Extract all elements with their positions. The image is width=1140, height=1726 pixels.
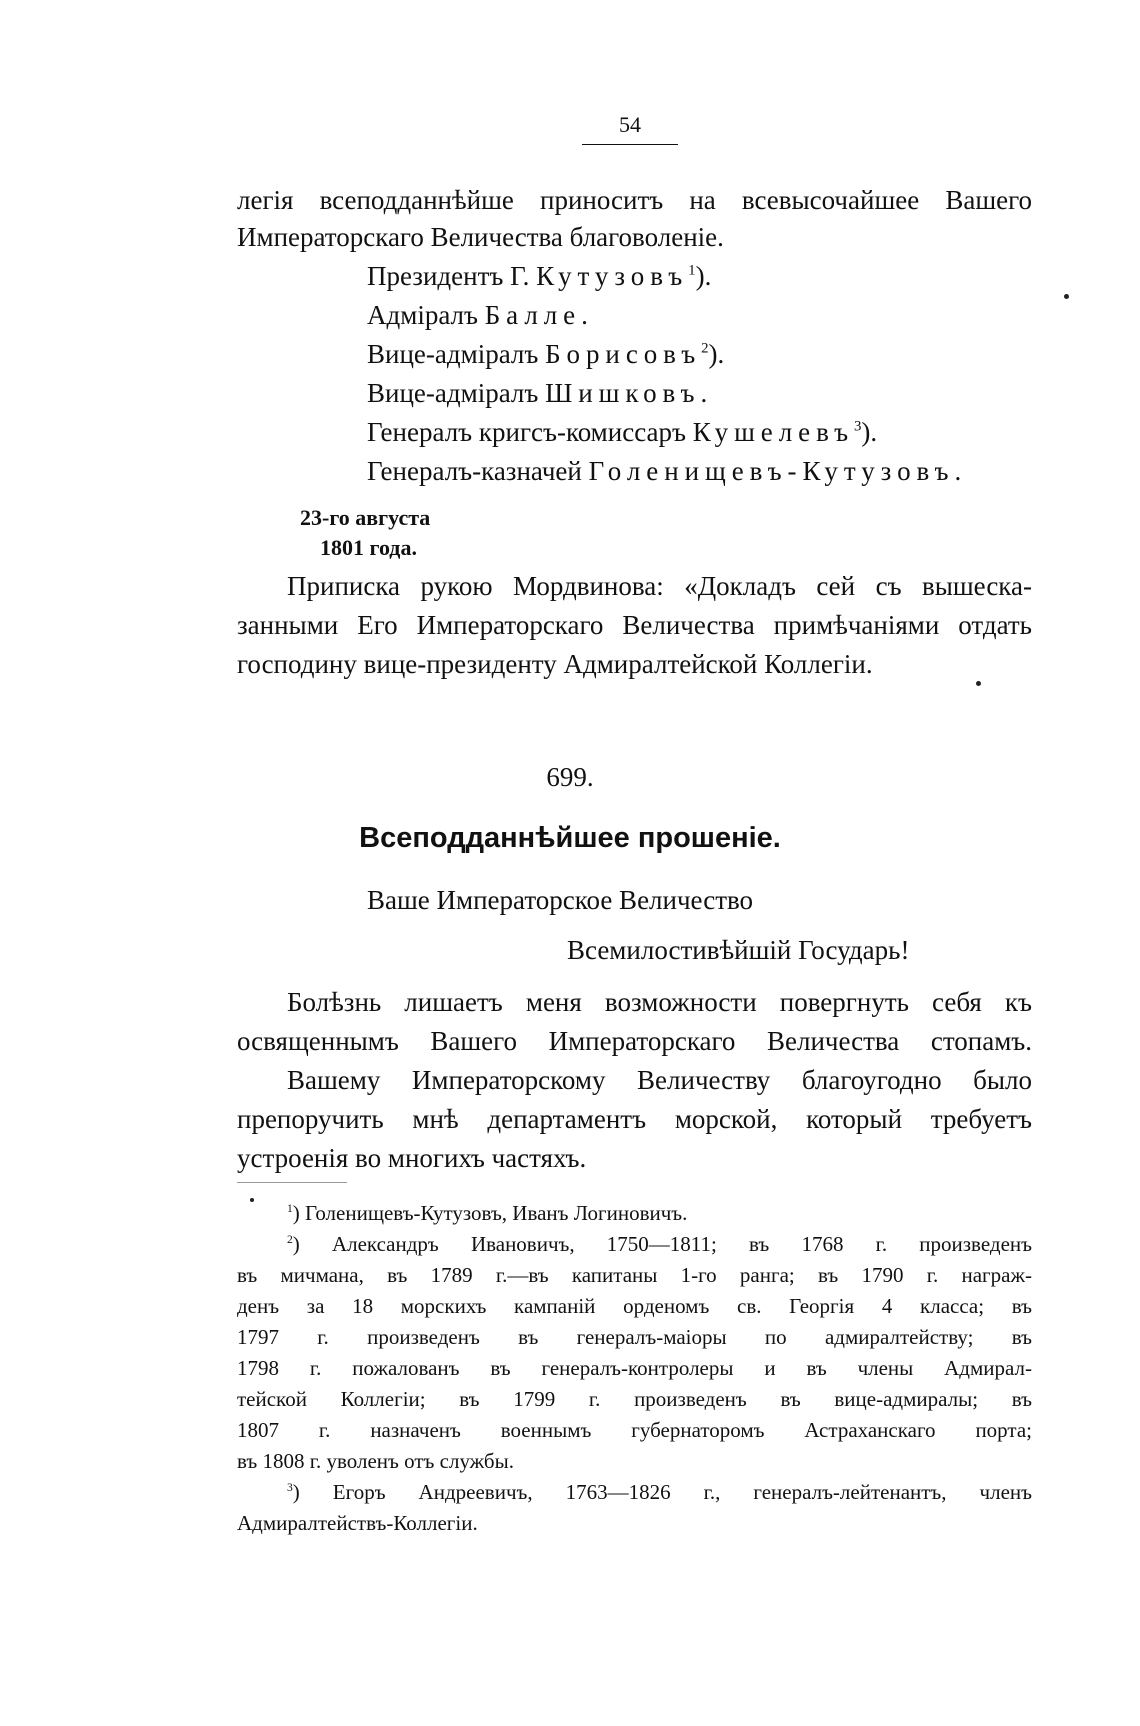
signature-treasurer — [367, 453, 967, 489]
intro-line-1: легія всеподданнѣйше приноситъ на всевысочайшее Вашего — [237, 185, 1032, 215]
footnote-2-line-7: 1807 г. назначенъ военнымъ губернаторомъ Астраханскаго порта; — [237, 1418, 1032, 1442]
signature-title: Вице-адміралъ — [367, 378, 539, 408]
body-line-1: Болѣзнь лишаетъ меня возможности повергнуть себя къ — [287, 987, 1032, 1017]
footnote-ref: 2 — [701, 340, 709, 357]
signature-title: Генералъ кригсъ-комиссаръ — [367, 417, 686, 447]
signature-admiral — [367, 297, 594, 333]
footnote-2-line-1 — [287, 1229, 1032, 1259]
footnote-text: ) Егоръ Андреевичъ, 1763—1826 г., генералъ-лейтенантъ, членъ — [292, 1480, 1032, 1504]
footnote-3-line-2: Адмиралтействъ-Коллегіи. — [237, 1511, 478, 1535]
body-line-5: устроенія во многихъ частяхъ. — [237, 1143, 587, 1173]
postscript-line-1: Приписка рукою Мордвинова: «Докладъ сей съ вышеска- — [287, 571, 1032, 601]
signature-name: Шишковъ. — [545, 378, 714, 408]
footnote-ref-tail: ). — [708, 339, 725, 369]
footnote-mark: 2 — [287, 1233, 293, 1246]
signature-name: Кушелевъ — [692, 417, 854, 447]
postscript-line-3: господину вице-президенту Адмиралтейской Коллегіи. — [237, 649, 873, 679]
scan-speck — [250, 1198, 254, 1202]
signature-name: Голенищевъ-Кутузовъ. — [588, 456, 968, 486]
footnote-2-line-6: тейской Коллегіи; въ 1799 г. произведенъ въ вице-адмиралы; въ — [237, 1387, 1032, 1411]
footnote-2-line-8: въ 1808 г. уволенъ отъ службы. — [237, 1449, 514, 1473]
signature-name: Балле. — [484, 300, 594, 330]
body-line-3: Вашему Императорскому Величеству благоугодно было — [287, 1065, 1032, 1095]
footnote-ref-tail: ). — [695, 261, 712, 291]
signature-name: Борисовъ — [545, 339, 702, 369]
footnote-text: ) Голенищевъ-Кутузовъ, Иванъ Логиновичъ. — [292, 1201, 688, 1225]
salutation-line-2: Всемилостивѣйшій Государь! — [567, 935, 910, 965]
page-number: 54 — [619, 112, 641, 137]
footnote-2-line-3: денъ за 18 морскихъ кампаній орденомъ св. Георгія 4 класса; въ — [237, 1294, 1032, 1318]
intro-line-2: Императорскаго Величества благоволеніе. — [237, 222, 724, 252]
footnote-2-line-4: 1797 г. произведенъ въ генералъ-маіоры по адмиралтейству; въ — [237, 1325, 1032, 1349]
body-line-2: освященнымъ Вашего Императорскаго Величества стопамъ. — [237, 1026, 1032, 1056]
signature-vice-admiral-1 — [367, 336, 724, 372]
footnote-ref: 1 — [688, 262, 696, 279]
footnote-mark: 3 — [287, 1481, 293, 1494]
scan-speck — [1064, 294, 1069, 299]
footnote-2-line-2: въ мичмана, въ 1789 г.—въ капитаны 1-го ранга; въ 1790 г. награж- — [237, 1263, 1032, 1287]
document-number: 699. — [546, 762, 594, 792]
footnote-3-line-1 — [287, 1477, 1032, 1507]
footnote-separator — [237, 1182, 347, 1183]
page-number-rule — [582, 144, 678, 145]
date-line-2: 1801 года. — [320, 535, 417, 560]
scan-speck — [976, 681, 981, 686]
footnote-1 — [287, 1198, 687, 1228]
salutation-line-1: Ваше Императорское Величество — [367, 885, 754, 915]
body-line-4: препоручить мнѣ департаментъ морской, который требуетъ — [237, 1104, 1032, 1134]
document-title: Всеподданнѣйшее прошеніе. — [359, 822, 781, 854]
signature-title: Адміралъ — [367, 300, 478, 330]
footnote-ref: 3 — [854, 418, 862, 435]
footnote-mark: 1 — [287, 1202, 293, 1215]
signature-title: Генералъ-казначей — [367, 456, 582, 486]
signature-commissar — [367, 414, 877, 450]
signature-title: Президентъ Г. — [367, 261, 530, 291]
date-line-1: 23-го августа — [300, 505, 431, 530]
footnote-ref-tail: ). — [861, 417, 878, 447]
signature-title: Вице-адміралъ — [367, 339, 539, 369]
footnote-2-line-5: 1798 г. пожалованъ въ генералъ-контролеры и въ члены Адмирал- — [237, 1356, 1032, 1380]
signature-name: Кутузовъ — [536, 261, 689, 291]
signature-president — [367, 258, 711, 294]
signature-vice-admiral-2 — [367, 375, 713, 411]
footnote-text: ) Александръ Ивановичъ, 1750—1811; въ 1768 г. произведенъ — [292, 1232, 1032, 1256]
postscript-line-2: занными Его Императорскаго Величества примѣчаніями отдать — [237, 610, 1032, 640]
